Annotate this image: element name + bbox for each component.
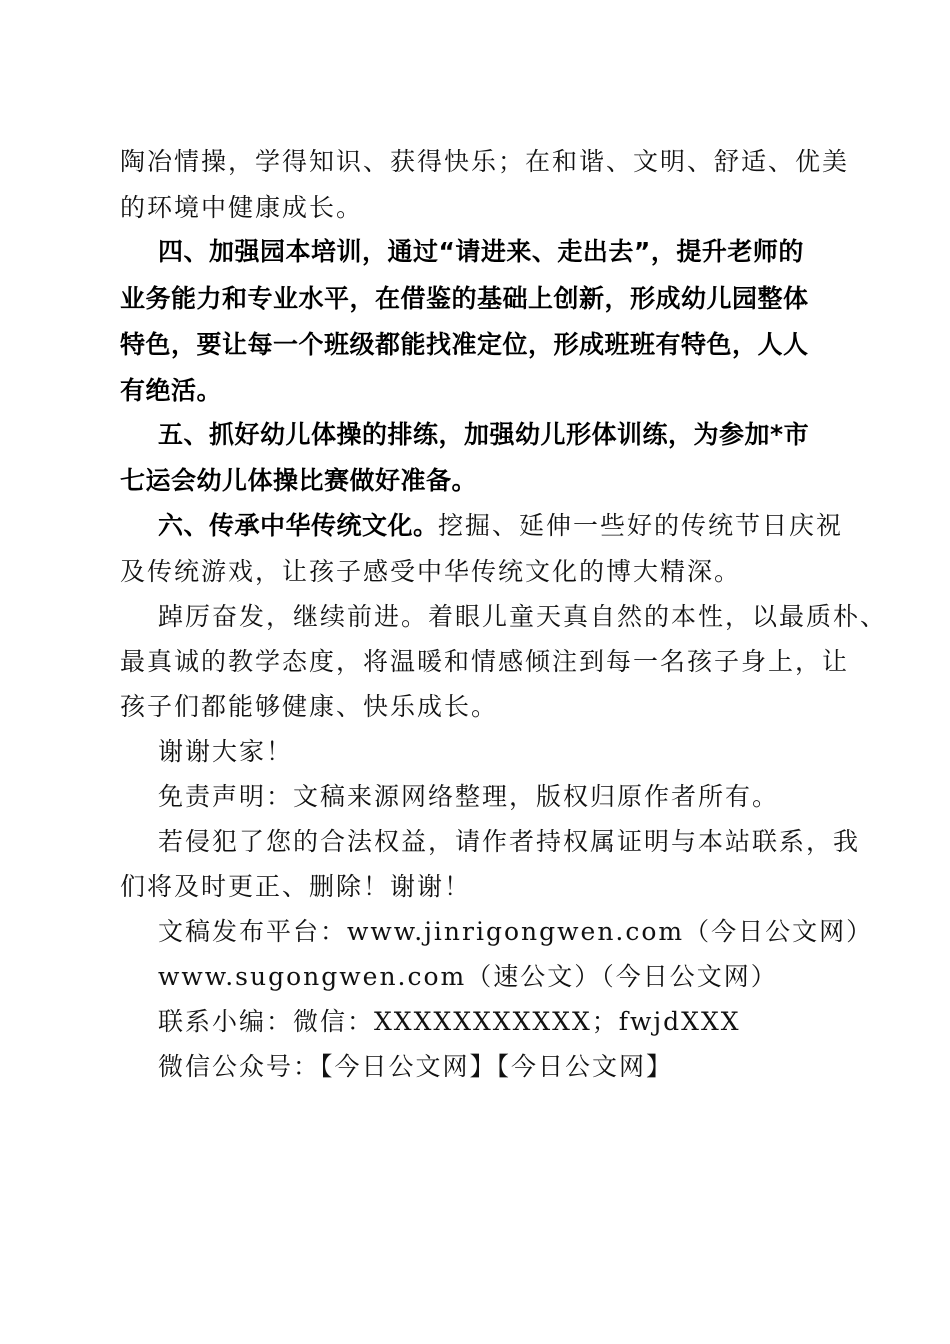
platform-line: 文稿发布平台：www.jinrigongwen.com（今日公文网） xyxy=(158,917,874,946)
item-six-heading: 六、传承中华传统文化。 xyxy=(158,511,439,540)
closing-line-2: 最真诚的教学态度，将温暖和情感倾注到每一名孩子身上，让 xyxy=(120,647,850,676)
item-five-line-2: 七运会幼儿体操比赛做好准备。 xyxy=(120,466,478,495)
platform-line-2: www.sugongwen.com（速公文）（今日公文网） xyxy=(158,962,778,991)
item-four-line-2: 业务能力和专业水平，在借鉴的基础上创新，形成幼儿园整体 xyxy=(120,284,809,313)
closing-line-3: 孩子们都能够健康、快乐成长。 xyxy=(120,692,499,721)
item-five-line-1: 五、抓好幼儿体操的排练，加强幼儿形体训练，为参加*市 xyxy=(158,420,810,449)
body-line-1: 陶冶情操，学得知识、获得快乐；在和谐、文明、舒适、优美 xyxy=(120,147,850,176)
item-six-line-1-rest: 挖掘、延伸一些好的传统节日庆祝 xyxy=(438,511,844,540)
disclaimer-line: 免责声明：文稿来源网络整理，版权归原作者所有。 xyxy=(158,782,780,811)
item-four-line-4: 有绝活。 xyxy=(120,376,223,405)
wechat-account-line: 微信公众号：【今日公文网】【今日公文网】 xyxy=(158,1052,674,1081)
item-four-line-1: 四、加强园本培训，通过“请进来、走出去”，提升老师的 xyxy=(158,237,804,266)
thanks-line: 谢谢大家！ xyxy=(158,737,294,766)
body-line-2: 的环境中健康成长。 xyxy=(120,193,364,222)
item-four-line-3: 特色，要让每一个班级都能找准定位，形成班班有特色，人人 xyxy=(120,330,809,359)
closing-line-1: 踔厉奋发，继续前进。着眼儿童天真自然的本性，以最质朴、 xyxy=(158,602,888,631)
contact-line: 联系小编：微信：XXXXXXXXXXX；fwjdXXX xyxy=(158,1007,741,1036)
item-six-line-2: 及传统游戏，让孩子感受中华传统文化的博大精深。 xyxy=(120,557,742,586)
infringement-line-2: 们将及时更正、删除！谢谢！ xyxy=(120,872,472,901)
infringement-line-1: 若侵犯了您的合法权益，请作者持权属证明与本站联系，我 xyxy=(158,827,861,856)
